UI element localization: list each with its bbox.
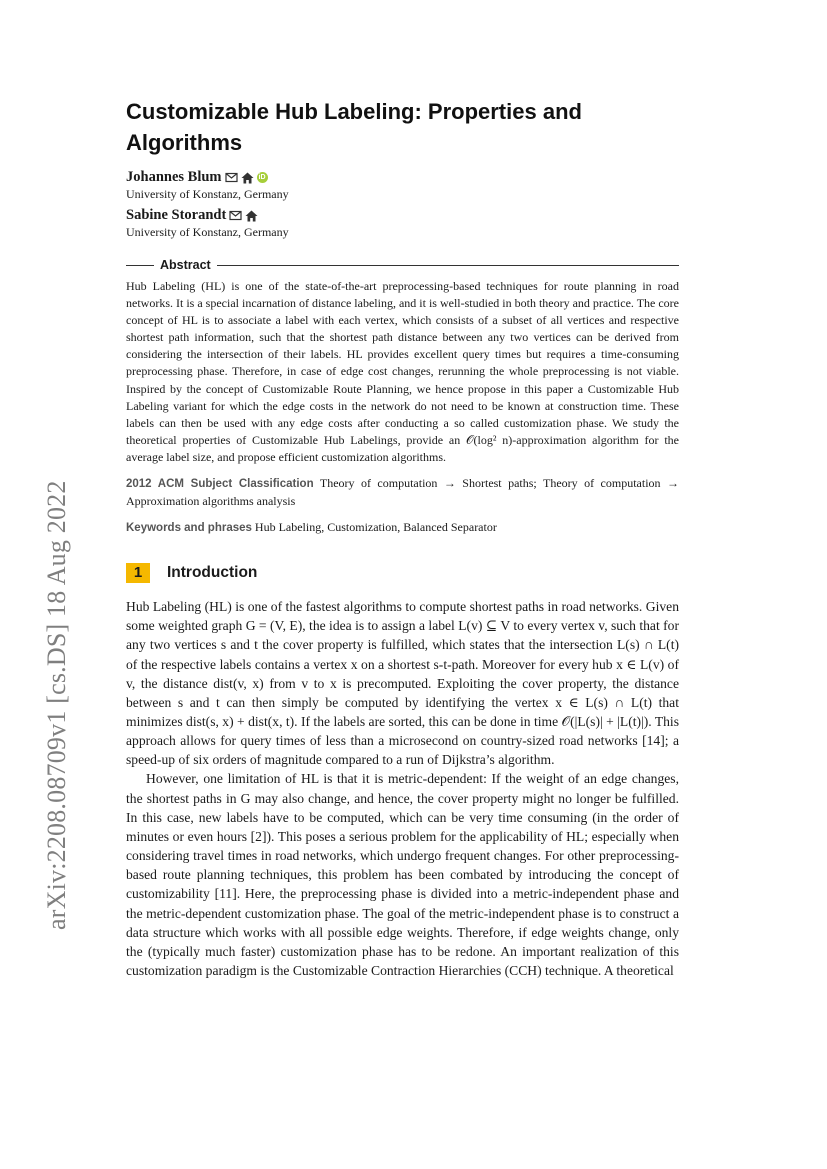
divider-line (217, 265, 679, 266)
acm-classification (126, 475, 679, 510)
intro-paragraph-2: However, one limitation of HL is that it is metric-dependent: If the weight of an edge changes, the shortest paths in G may also change, and hence, the cover property might no longer be fulfilled. In this case, new labels have to be computed, which can be very time consuming (in the order of minutes or even hours [2]). This poses a serious problem for the applicability of HL; especially when considering travel times in road networks, which undergo frequent changes. For other preprocessing-based route planning techniques, this problem has been combated by introducing the concept of customizability [11]. Here, the preprocessing phase is divided into a metric-independent phase and the metric-dependent customization phase. The goal of the metric-independent phase is to construct a data structure which works with all possible edge weights. Therefore, if edge weights change, only the (typically much faster) customization phase has to be redone. An important realization of this customization paradigm is the Customizable Contraction Hierarchies (CCH) technique. A theoretical (126, 771, 679, 978)
keywords (126, 519, 679, 537)
author-name-row (126, 169, 268, 186)
email-icon[interactable] (225, 172, 238, 183)
author-affiliation: University of Konstanz, Germany (126, 225, 289, 239)
email-icon[interactable] (229, 210, 242, 221)
author-name: Sabine Storandt (126, 207, 227, 223)
abstract-heading: Abstract (160, 258, 211, 272)
abstract-text: Hub Labeling (HL) is one of the state-of-the-art preprocessing-based techniques for route planning in road networks. It is a special incarnation of distance labeling, and it is well-studied in both theory and practice. The core concept of HL is to associate a label with each vertex, which consists of a subset of all vertices and respective shortest path information, such that the shortest path distance between any two vertices can be derived from considering the intersection of their labels. HL provides excellent query times but requires a time-consuming preprocessing phase. Therefore, in case of edge cost changes, rerunning the whole preprocessing is not viable. Inspired by the concept of Customizable Route Planning, we hence propose in this paper a Customizable Hub Labeling variant for which the edge costs in the network do not need to be known at construction time. These labels can then be used with any edge costs after conducting a so called customization phase. We study the theoretical properties of Customizable Hub Labelings, provide an 𝒪(log² n)-approximation algorithm for the average label size, and propose efficient customization algorithms. (126, 279, 679, 464)
section-title: Introduction (167, 564, 258, 582)
keywords-text: Hub Labeling, Customization, Balanced Separator (254, 520, 497, 535)
divider-dash (126, 265, 154, 266)
section-heading (126, 563, 679, 583)
paper-page (126, 96, 679, 980)
author-block-2 (126, 206, 679, 240)
author-affiliation: University of Konstanz, Germany (126, 187, 289, 201)
author-name-row (126, 207, 258, 224)
section-number: 1 (126, 563, 150, 583)
keywords-label: Keywords and phrases (126, 522, 252, 535)
author-name: Johannes Blum (126, 169, 222, 185)
author-block-1 (126, 168, 679, 202)
home-icon[interactable] (245, 210, 258, 222)
acm-text: Theory of computation → Shortest paths; Theory of computation → Approximation algorithms analysis (126, 476, 679, 509)
orcid-icon[interactable]: iD (258, 174, 266, 181)
arxiv-identifier-stamp: arXiv:2208.08709v1 [cs.DS] 18 Aug 2022 (42, 480, 71, 930)
intro-paragraph-1: Hub Labeling (HL) is one of the fastest algorithms to compute shortest paths in road networks. Given some weighted graph G = (V, E), the idea is to assign a label L(v) ⊆ V to every vertex v, such that for any two vertices s and t the cover property is fulfilled, which states that the intersection L(s) ∩ L(t) of the respective labels contains a vertex x on a shortest s-t-path. Moreover for every hub x ∈ L(v) of v, the distance dist(v, x) from v to x is precomputed. Exploiting the cover property, the distance between s and t can then simply be computed by identifying the vertex x ∈ L(s) ∩ L(t) that minimizes dist(s, x) + dist(x, t). If the labels are sorted, this can be done in time 𝒪(|L(s)| + |L(t)|). This approach allows for query times of less than a microsecond on country-sized road networks [14]; a speed-up of six orders of magnitude compared to a run of Dijkstra’s algorithm. (126, 599, 679, 768)
home-icon[interactable] (241, 172, 254, 184)
abstract-divider (126, 258, 679, 272)
acm-label: 2012 ACM Subject Classification (126, 478, 314, 491)
paper-title: Customizable Hub Labeling: Properties and Algorithms (126, 99, 582, 155)
